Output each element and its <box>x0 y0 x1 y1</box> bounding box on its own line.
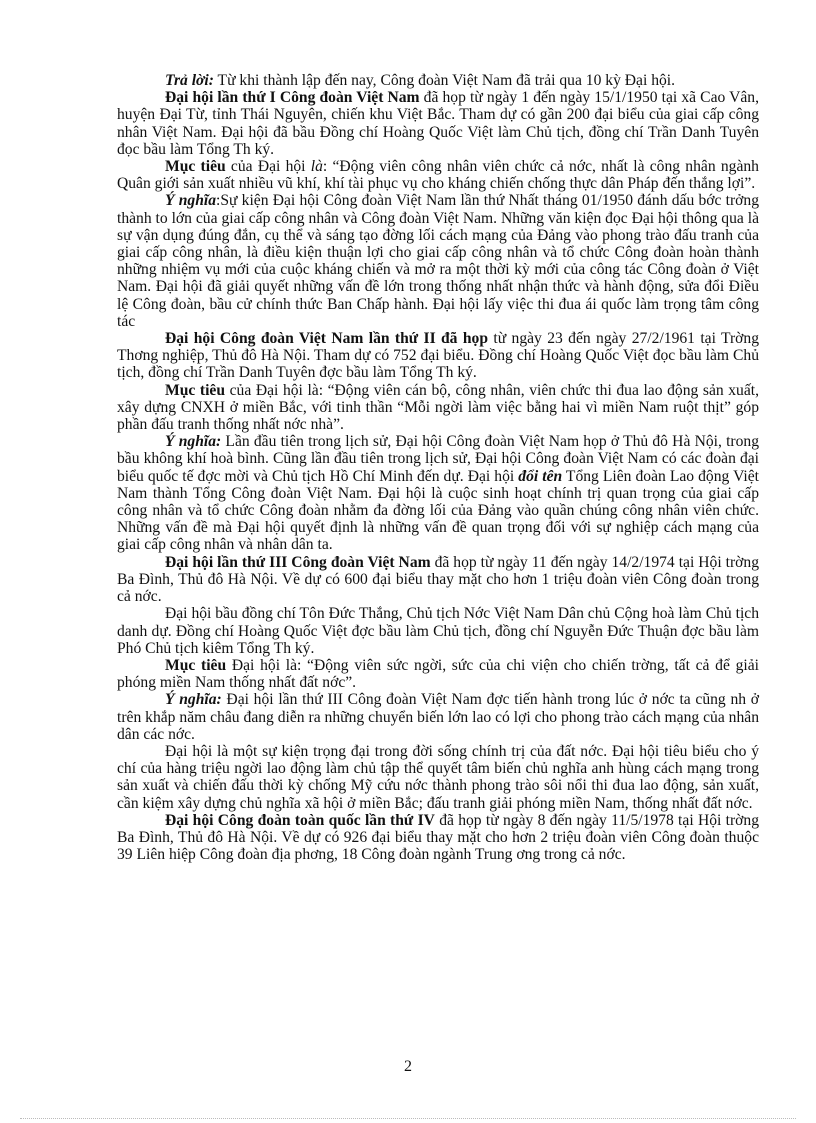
paragraph-congress-2-goal: Mục tiêu của Đại hội là: “Động viên cán bộ, công nhân, viên chức thi đua lao động sản xuất, xây dựng CNXH ở miền Bắc, với tinh thần “Mỗi ngời làm việc bằng hai vì miền Nam ruột thịt” góp phần đấu tranh thống nhất nớc nhà”. <box>117 381 759 434</box>
paragraph-congress-3-meaning: Ý nghĩa: Đại hội lần thứ III Công đoàn Việt Nam đợc tiến hành trong lúc ở nớc ta cũng nh ở trên khắp năm châu đang diễn ra những chuyển biến lớn lao có lợi cho phong trào cách mạng của nhân dân các nớc. <box>117 691 760 743</box>
footer-divider <box>20 1118 796 1119</box>
paragraph-congress-1-goal: Mục tiêu của Đại hội là: “Động viên công nhân viên chức cả nớc, nhất là công nhân ngành Quân giới sản xuất nhiều vũ khí, khí tài phục vụ cho kháng chiến chống thực dân Pháp đến thắng lợi”. <box>117 158 759 193</box>
paragraph-congress-3: Đại hội lần thứ III Công đoàn Việt Nam đã họp từ ngày 11 đến ngày 14/2/1974 tại Hội trờng Ba Đình, Thủ đô Hà Nội. Về dự có 600 đại biểu thay mặt cho hơn 1 triệu đoàn viên Công đoàn trong cả nớc. <box>117 553 759 606</box>
paragraph-congress-1-meaning: Ý nghĩa:Sự kiện Đại hội Công đoàn Việt Nam lần thứ Nhất tháng 01/1950 đánh dấu bớc trởng thành to lớn của giai cấp công nhân và Công đoàn Việt Nam. Những văn kiện đọc Đại hội thông qua là sự vận dụng đúng đắn, cụ thể và sáng tạo đờng lối cách mạng của Đảng vào phong trào đấu tranh của giai cấp công nhân, là điều kiện thuận lợi cho giai cấp công nhân và tổ chức Công đoàn hoàn thành những nhiệm vụ mới của cuộc kháng chiến và mở ra một thời kỳ mới của công tác Công đoàn ở Việt Nam. Đại hội đã giải quyết những vấn đề lớn trong thống nhất nhận thức và hành động, sửa đổi Điều lệ Công đoàn, bầu cử chính thức Ban Chấp hành. Đại hội lấy việc thi đua ái quốc làm trọng tâm công tác <box>117 192 759 330</box>
answer-label: Trả lời: <box>165 72 214 89</box>
paragraph-congress-3-significance: Đại hội là một sự kiện trọng đại trong đời sống chính trị của đất nớc. Đại hội tiêu biểu cho ý chí của hàng triệu ngời lao động làm chủ tập thể quyết tâm biến chủ nghĩa anh hùng cách mạng trong sản xuất và chiến đấu thời kỳ chống Mỹ cứu nớc thành phong trào sôi nổi thi đua lao động, sản xuất, cần kiệm xây dựng chủ nghĩa xã hội ở miền Bắc; đấu tranh giải phóng miền Nam, thống nhất đất nớc. <box>117 742 759 812</box>
paragraph-congress-2: Đại hội Công đoàn Việt Nam lần thứ II đã họp từ ngày 23 đến ngày 27/2/1961 tại Trờng Thơng nghiệp, Thủ đô Hà Nội. Tham dự có 752 đại biểu. Đồng chí Hoàng Quốc Việt đọc bầu làm Chủ tịch, đồng chí Trần Danh Tuyên đợc bầu làm Tổng Th ký. <box>117 330 760 382</box>
page-number: 2 <box>404 1058 412 1075</box>
paragraph-congress-2-meaning: Ý nghĩa: Lần đầu tiên trong lịch sử, Đại hội Công đoàn Việt Nam họp ở Thủ đô Hà Nội, trong bầu không khí hoà bình. Cũng lần đầu tiên trong lịch sử, Đại hội Công đoàn Việt Nam có các đoàn đại biểu quốc tế đợc mời và Chủ tịch Hồ Chí Minh đến dự. Đại hội đổi tên Tổng Liên đoàn Lao động Việt Nam thành Tổng Công đoàn Việt Nam. Đại hội là cuộc sinh hoạt chính trị quan trọng của giai cấp công nhân và tổ chức Công đoàn nhằm đa đờng lối của Đảng vào quần chúng công nhân viên chức. Những vấn đề mà Đại hội quyết định là những vấn đề quan trọng đối với sự nghiệp cách mạng của giai cấp công nhân và nhân dân ta. <box>117 433 759 554</box>
paragraph-congress-3-goal: Mục tiêu Đại hội là: “Động viên sức ngời, sức của chi viện cho chiến trờng, tất cả để giải phóng miền Nam thống nhất đất nớc”. <box>117 656 759 692</box>
paragraph-congress-4: Đại hội Công đoàn toàn quốc lần thứ IV đã họp từ ngày 8 đến ngày 11/5/1978 tại Hội trờng Ba Đình, Thủ đô Hà Nội. Về dự có 926 đại biểu thay mặt cho hơn 2 triệu đoàn viên Công đoàn thuộc 39 Liên hiệp Công đoàn địa phơng, 18 Công đoàn ngành Trung ơng trong cả nớc. <box>117 811 759 864</box>
document-body <box>117 72 759 863</box>
paragraph-congress-3-election: Đại hội bầu đồng chí Tôn Đức Thắng, Chủ tịch Nớc Việt Nam Dân chủ Cộng hoà làm Chủ tịch danh dự. Đồng chí Hoàng Quốc Việt đợc bầu làm Chủ tịch, đồng chí Nguyễn Đức Thuận đợc bầu làm Phó Chủ tịch kiêm Tổng Th ký. <box>117 605 759 657</box>
paragraph-congress-1: Đại hội lần thứ I Công đoàn Việt Nam đã họp từ ngày 1 đến ngày 15/1/1950 tại xã Cao Vân, huyện Đại Từ, tỉnh Thái Nguyên, chiến khu Việt Bắc. Tham dự có gần 200 đại biểu của giai cấp công nhân Việt Nam. Đại hội đã bầu Đồng chí Hoàng Quốc Việt làm Chủ tịch, đồng chí Trần Danh Tuyên đọc bầu làm Tổng Th ký. <box>117 89 760 158</box>
paragraph-answer-intro: Trả lời: Từ khi thành lập đến nay, Công đoàn Việt Nam đã trải qua 10 kỳ Đại hội. <box>165 72 676 89</box>
